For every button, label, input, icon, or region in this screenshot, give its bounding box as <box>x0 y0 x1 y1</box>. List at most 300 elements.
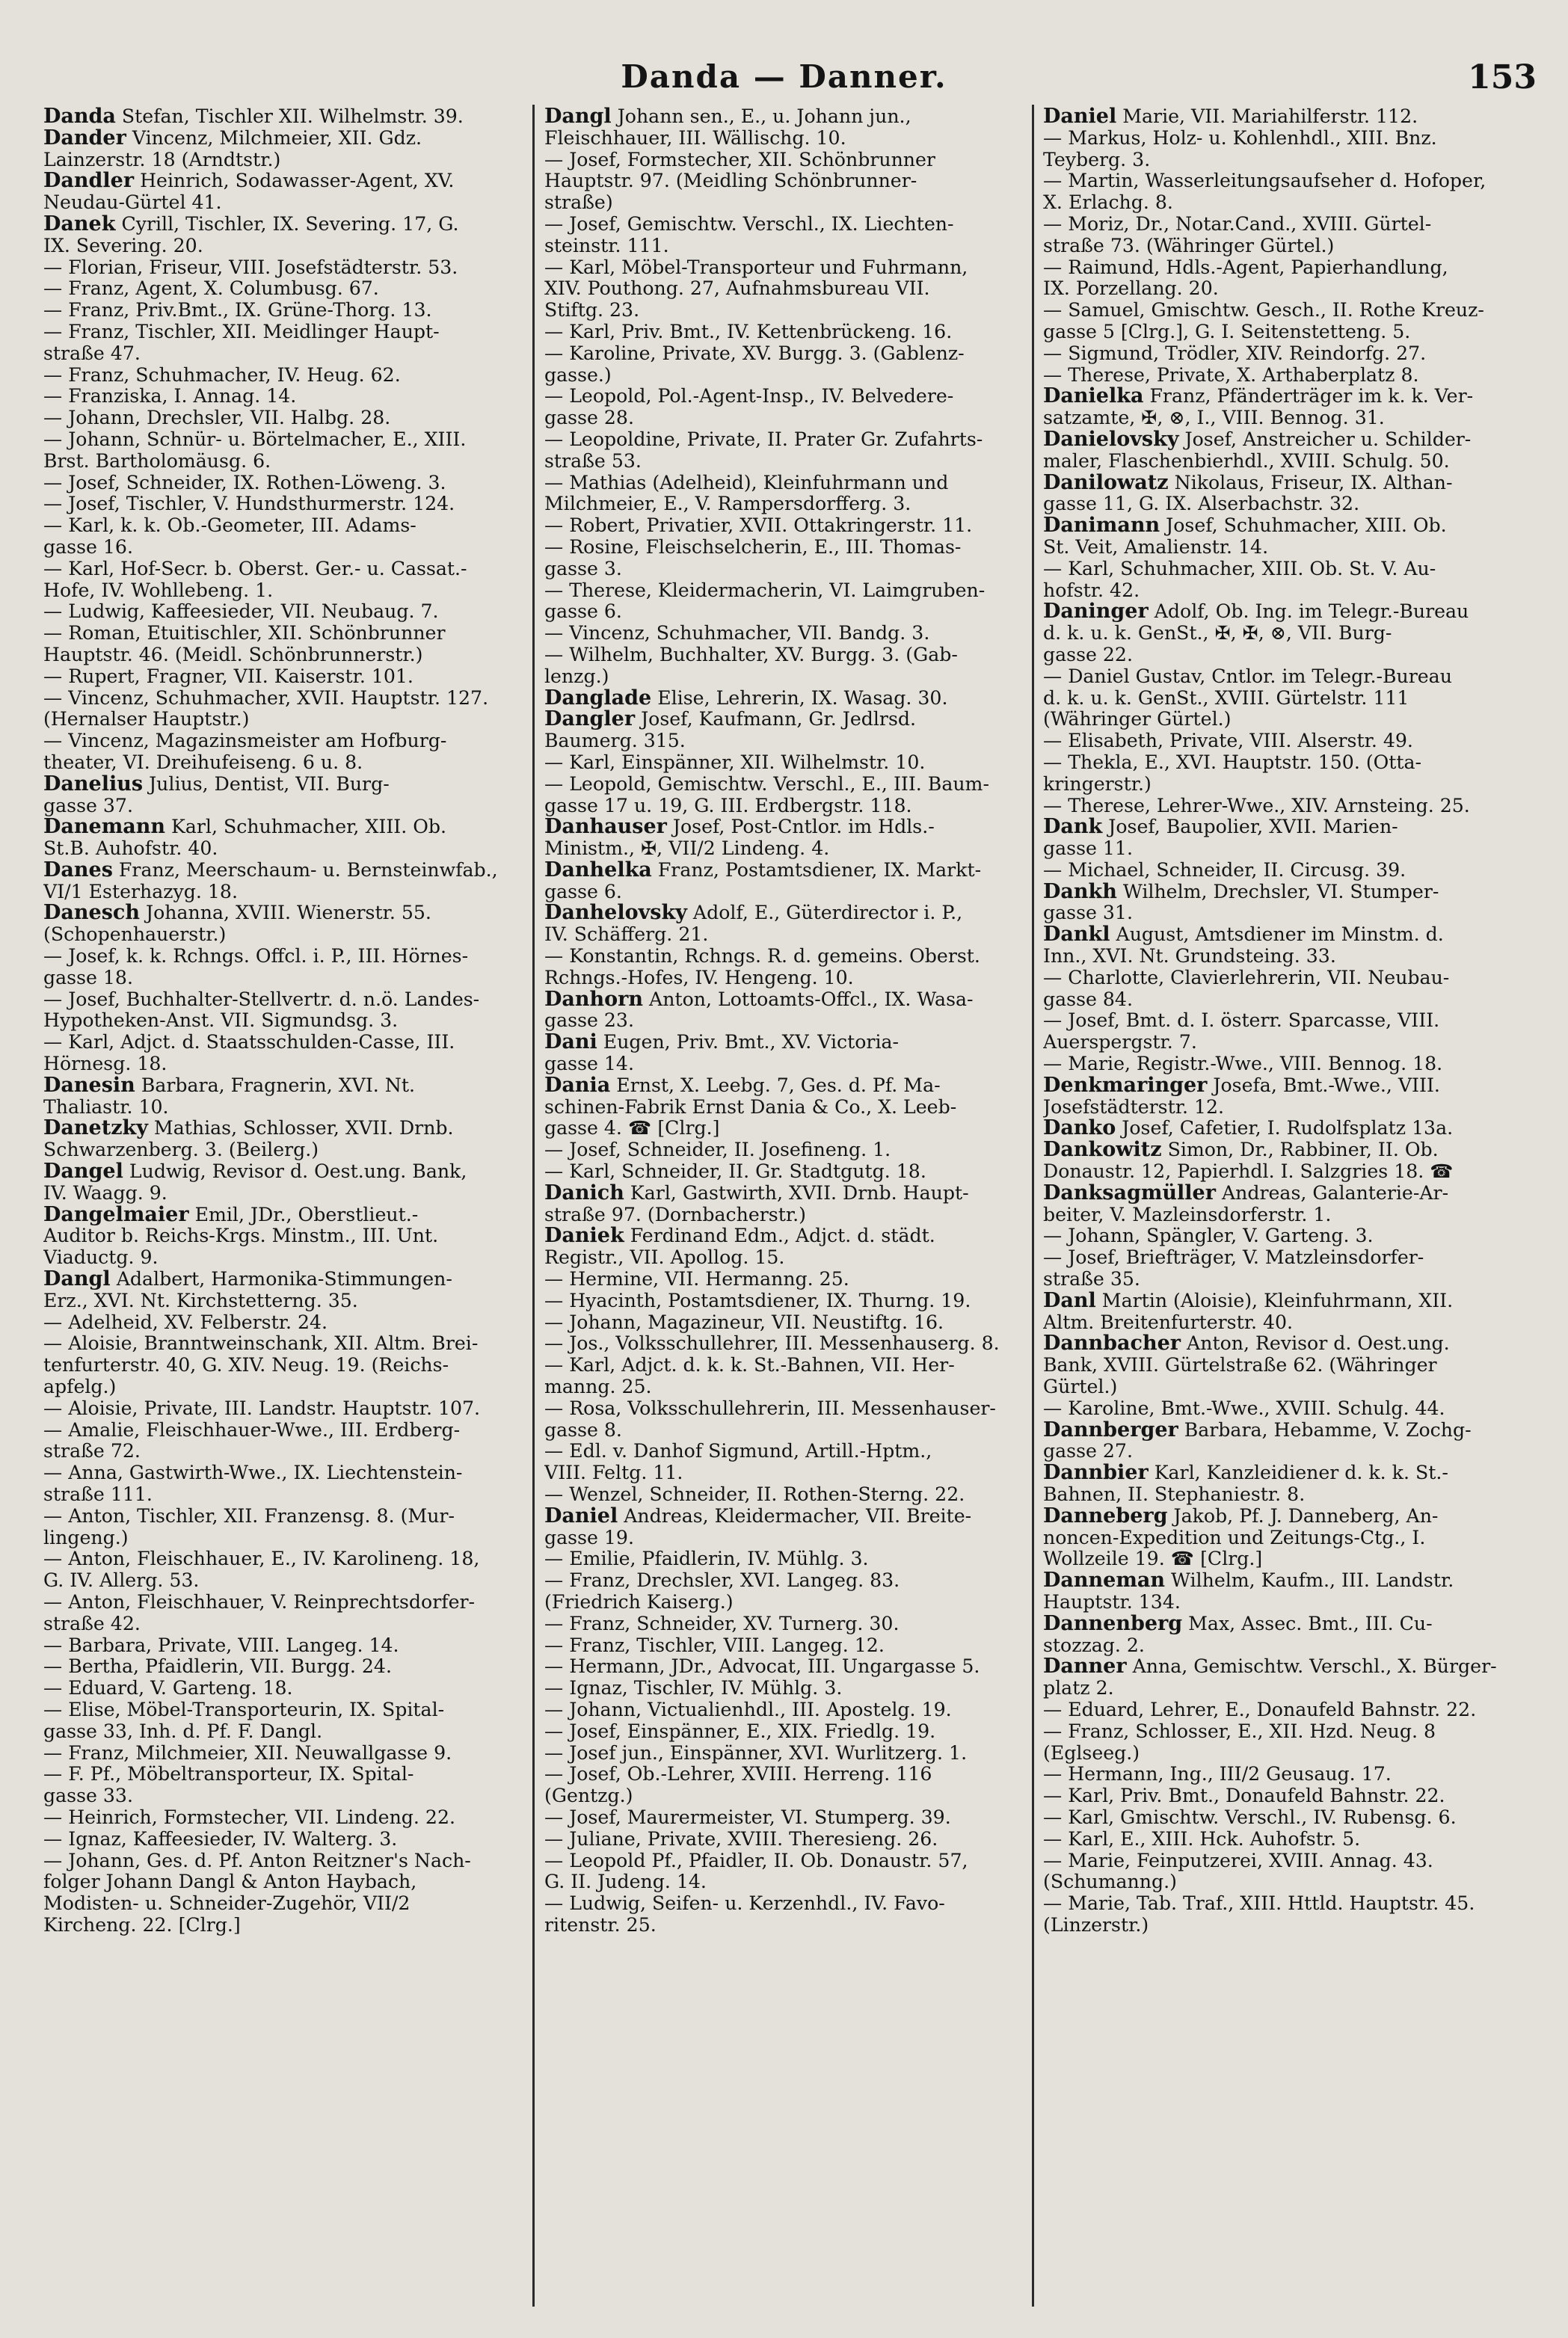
directory-entry <box>43 278 533 300</box>
entry-text: — Johann, Drechsler, VII. Halbg. 28. <box>43 407 391 429</box>
entry-text: — Leopold Pf., Pfaidler, II. Ob. Donaustr. 57, G. II. Judeng. 14. <box>544 1849 968 1893</box>
directory-entry <box>1043 1462 1537 1506</box>
directory-entry <box>43 365 533 387</box>
entry-surname: Dangl <box>544 106 612 128</box>
entry-surname: Danek <box>43 212 116 236</box>
directory-entry <box>1043 1613 1537 1657</box>
entry-text: — Johann, Victualienhdl., III. Apostelg. 19. <box>544 1698 952 1720</box>
entry-surname: Dannberger <box>1043 1418 1178 1442</box>
directory-entry <box>544 1807 1034 1829</box>
entry-text: — Karl, Gmischtw. Verschl., IV. Rubensg. 6. <box>1043 1806 1457 1828</box>
entry-text: — Michael, Schneider, II. Circusg. 39. <box>1043 858 1406 881</box>
directory-entry <box>43 559 533 602</box>
entry-text: Karl, Kanzleidiener d. k. k. St.- Bahnen, II. Stephaniestr. 8. <box>1043 1462 1448 1505</box>
directory-entry <box>1043 879 1537 925</box>
entry-text: Mathias, Schlosser, XVII. Drnb. Schwarzenberg. 3. (Beilerg.) <box>43 1117 454 1161</box>
directory-entry <box>1043 559 1537 602</box>
entry-text: — Josef, Ob.-Lehrer, XVIII. Herreng. 116 (Gentzg.) <box>544 1763 932 1807</box>
directory-entry <box>544 1441 1034 1484</box>
entry-surname: Dangl <box>43 1267 111 1291</box>
directory-entry <box>544 1032 1034 1075</box>
directory-entry <box>544 946 1034 989</box>
entry-text: — Therese, Kleidermacherin, VI. Laimgruben- gasse 6. <box>544 579 986 623</box>
entry-text: Julius, Dentist, VII. Burg- gasse 37. <box>43 772 390 816</box>
directory-entry <box>1043 816 1537 860</box>
entry-text: Eugen, Priv. Bmt., XV. Victoria- gasse 14. <box>544 1031 900 1075</box>
entry-text: — Karl, Schneider, II. Gr. Stadtgutg. 18. <box>544 1160 926 1183</box>
entry-text: Nikolaus, Friseur, IX. Althan- gasse 11, G. IX. Alserbachstr. 32. <box>1043 471 1453 515</box>
directory-entry <box>1043 128 1537 171</box>
entry-text: — Josef, k. k. Rchngs. Offcl. i. P., III. Hörnes- gasse 18. <box>43 945 469 988</box>
entry-text: — Aloisie, Branntweinschank, XII. Altm. Brei- tenfurterstr. 40, G. XIV. Neug. 19. (Reichs- apfelg.) <box>43 1332 479 1398</box>
entry-text: — Karl, Adjct. d. k. k. St.-Bahnen, VII. Her- manng. 25. <box>544 1354 955 1398</box>
directory-entry <box>544 214 1034 257</box>
directory-entry <box>43 1420 533 1463</box>
entry-text: Stefan, Tischler XII. Wilhelmstr. 39. <box>115 106 464 127</box>
entry-text: — Charlotte, Clavierlehrerin, VII. Neubau- gasse 84. <box>1043 966 1450 1010</box>
entry-text: — Aloisie, Private, III. Landstr. Hauptstr. 107. <box>43 1397 481 1419</box>
entry-text: — Hermine, VII. Hermanng. 25. <box>544 1268 849 1290</box>
directory-entry <box>1043 470 1537 516</box>
entry-text: — Anton, Tischler, XII. Franzensg. 8. (Mur- lingeng.) <box>43 1504 455 1548</box>
directory-entry <box>544 1075 1034 1139</box>
directory-entry <box>1043 386 1537 429</box>
directory-entry <box>43 1699 533 1743</box>
directory-entry <box>43 106 533 128</box>
directory-entry <box>1043 1247 1537 1290</box>
entry-text: — Therese, Lehrer-Wwe., XIV. Arnsteing. 25. <box>1043 794 1470 816</box>
entry-surname: Danner <box>1043 1655 1127 1679</box>
directory-entry <box>544 1893 1034 1936</box>
entry-text: — Karoline, Private, XV. Burgg. 3. (Gablenz- gasse.) <box>544 342 965 386</box>
entry-text: — Eduard, V. Garteng. 18. <box>43 1677 293 1699</box>
directory-entry <box>544 645 1034 688</box>
directory-entry <box>544 473 1034 516</box>
entry-text: — Elisabeth, Private, VIII. Alserstr. 49. <box>1043 730 1413 752</box>
entry-text: Franz, Pfänderträger im k. k. Ver- satzamte, ✠, ⊗, I., VIII. Bennog. 31. <box>1043 385 1474 429</box>
entry-surname: Danesch <box>43 901 140 925</box>
entry-text: — Josef, Formstecher, XII. Schönbrunner Hauptstr. 97. (Meidling Schönbrunner- straße) <box>544 148 935 214</box>
directory-entry <box>43 322 533 365</box>
directory-entry <box>1043 1893 1537 1936</box>
entry-text: — Barbara, Private, VIII. Langeg. 14. <box>43 1634 399 1656</box>
directory-entry <box>544 709 1034 752</box>
directory-entry <box>1043 1139 1537 1183</box>
entry-text: — Marie, Feinputzerei, XVIII. Annag. 43. (Schumanng.) <box>1043 1849 1433 1893</box>
entry-text: — Franz, Milchmeier, XII. Neuwallgasse 9. <box>43 1741 452 1764</box>
entry-text: Josef, Post-Cntlor. im Hdls.- Ministm., ✠, VII/2 Lindeng. 4. <box>544 816 935 860</box>
entry-text: Karl, Gastwirth, XVII. Drnb. Haupt- straße 97. (Dornbacherstr.) <box>544 1181 969 1225</box>
directory-entry <box>1043 1764 1537 1785</box>
entry-surname: Danglade <box>544 686 652 710</box>
entry-surname: Dankl <box>1043 923 1110 947</box>
directory-entry <box>1043 170 1537 214</box>
entry-surname: Danilowatz <box>1043 470 1169 494</box>
entry-text: — Josef, Schneider, II. Josefineng. 1. <box>544 1139 891 1161</box>
directory-entry <box>1043 1075 1537 1119</box>
directory-entry <box>1043 257 1537 301</box>
directory-entry <box>43 257 533 279</box>
directory-entry <box>43 688 533 731</box>
entry-text: Ludwig, Revisor d. Oest.ung. Bank, IV. Waagg. 9. <box>43 1160 467 1204</box>
entry-text: — Hermann, JDr., Advocat, III. Ungargasse 5. <box>544 1655 980 1678</box>
entry-text: Johanna, XVIII. Wienerstr. 55. (Schopenhauerstr.) <box>43 902 431 946</box>
directory-entry <box>43 816 533 860</box>
entry-text: — Therese, Private, X. Arthaberplatz 8. <box>1043 363 1419 386</box>
entry-text: — Wenzel, Schneider, II. Rothen-Sterng. 22. <box>544 1483 965 1505</box>
directory-entry <box>1043 1656 1537 1699</box>
entry-surname: Danneberg <box>1043 1504 1168 1528</box>
entry-text: Anton, Revisor d. Oest.ung. Bank, XVIII. Gürtelstraße 62. (Währinger Gürtel.) <box>1043 1332 1450 1398</box>
directory-entry <box>1043 1225 1537 1247</box>
entry-text: August, Amtsdiener im Minstm. d. Inn., XVI. Nt. Grundsteing. 33. <box>1043 923 1444 967</box>
entry-text: Wilhelm, Kaufm., III. Landstr. Hauptstr. 134. <box>1043 1569 1454 1613</box>
directory-entry <box>43 1506 533 1549</box>
entry-surname: Danetzky <box>43 1116 148 1140</box>
entry-text: — Franz, Tischler, VIII. Langeg. 12. <box>544 1634 885 1656</box>
entry-text: — Markus, Holz- u. Kohlenhdl., XIII. Bnz. Teyberg. 3. <box>1043 126 1437 170</box>
entry-surname: Danich <box>544 1181 624 1205</box>
entry-surname: Danl <box>1043 1288 1096 1312</box>
entry-text: Josef, Kaufmann, Gr. Jedlrsd. Baumerg. 315. <box>544 708 917 752</box>
entry-text: — Josef, Bmt. d. I. österr. Sparcasse, VIII. Auerspergstr. 7. <box>1043 1009 1440 1053</box>
directory-entry <box>43 515 533 559</box>
directory-entry <box>43 128 533 171</box>
directory-entry <box>544 1851 1034 1894</box>
entry-text: Ferdinand Edm., Adjct. d. städt. Registr., VII. Apollog. 15. <box>544 1225 935 1269</box>
entry-text: Martin (Aloisie), Kleinfuhrmann, XII. Altm. Breitenfurterstr. 40. <box>1043 1289 1454 1333</box>
directory-entry <box>544 257 1034 322</box>
entry-text: Franz, Meerschaum- u. Bernsteinwfab., VI/1 Esterhazyg. 18. <box>43 858 498 902</box>
directory-entry <box>544 1613 1034 1635</box>
directory-entry <box>544 1312 1034 1334</box>
entry-surname: Danemann <box>43 815 166 839</box>
directory-entry <box>1043 1398 1537 1420</box>
entry-text: Johann sen., E., u. Johann jun., Fleischhauer, III. Wällischg. 10. <box>544 106 911 149</box>
entry-surname: Daninger <box>1043 600 1149 624</box>
entry-text: — Hyacinth, Postamtsdiener, IX. Thurng. 19. <box>544 1289 971 1311</box>
directory-entry <box>43 1462 533 1506</box>
directory-entry <box>1043 343 1537 365</box>
directory-entry <box>43 170 533 214</box>
entry-text: — Karl, Priv. Bmt., Donaufeld Bahnstr. 22. <box>1043 1785 1445 1807</box>
entry-text: — Rosa, Volksschullehrerin, III. Messenhauser- gasse 8. <box>544 1397 996 1441</box>
entry-surname: Dannbier <box>1043 1461 1149 1485</box>
entry-text: Franz, Postamtsdiener, IX. Markt- gasse 6. <box>544 858 982 902</box>
directory-entry <box>1043 106 1537 128</box>
directory-entry <box>544 752 1034 774</box>
entry-text: — Jos., Volksschullehrer, III. Messenhauserg. 8. <box>544 1332 1000 1355</box>
directory-entry <box>1043 924 1537 967</box>
entry-surname: Dannenberg <box>1043 1611 1183 1635</box>
entry-text: — Josef, Buchhalter-Stellvertr. d. n.ö. Landes- Hypotheken-Anst. VII. Sigmundsg. 3. <box>43 988 480 1032</box>
directory-entry <box>544 688 1034 710</box>
column-divider <box>1032 105 1034 2307</box>
entry-text: — Elise, Möbel-Transporteurin, IX. Spital- gasse 33, Inh. d. Pf. F. Dangl. <box>43 1698 445 1742</box>
entry-surname: Dangler <box>544 707 636 731</box>
directory-entry <box>544 774 1034 817</box>
directory-entry <box>43 493 533 515</box>
directory-entry <box>43 1807 533 1829</box>
directory-entry <box>544 1656 1034 1678</box>
entry-text: — Johann, Magazineur, VII. Neustiftg. 16. <box>544 1311 944 1333</box>
entry-surname: Dangelmaier <box>43 1202 189 1226</box>
directory-entry <box>43 666 533 688</box>
entry-text: — Franz, Schneider, XV. Turnerg. 30. <box>544 1612 900 1634</box>
directory-entry <box>43 1592 533 1635</box>
directory-entry <box>43 407 533 429</box>
entry-text: Cyrill, Tischler, IX. Severing. 17, G. IX. Severing. 20. <box>43 212 459 256</box>
directory-entry <box>544 1355 1034 1398</box>
entry-text: Max, Assec. Bmt., III. Cu- stozzag. 2. <box>1043 1612 1433 1656</box>
directory-entry <box>544 1506 1034 1549</box>
entry-text: Simon, Dr., Rabbiner, II. Ob. Donaustr. 12, Papierhdl. I. Salzgries 18. ☎ <box>1043 1139 1454 1183</box>
directory-entry <box>43 902 533 946</box>
entry-text: — Karl, Adjct. d. Staatsschulden-Casse, III. Hörnesg. 18. <box>43 1031 455 1075</box>
entry-text: Jakob, Pf. J. Danneberg, An- noncen-Expedition und Zeitungs-Ctg., I. Wollzeile 19. ☎ [Clrg.] <box>1043 1504 1439 1570</box>
entry-text: — Mathias (Adelheid), Kleinfuhrmann und Milchmeier, E., V. Rampersdorfferg. 3. <box>544 471 949 515</box>
directory-entry <box>544 1333 1034 1355</box>
entry-text: — Leopold, Pol.-Agent-Insp., IV. Belvedere- gasse 28. <box>544 385 954 429</box>
directory-entry <box>1043 1053 1537 1075</box>
entry-text: — Josef, Gemischtw. Verschl., IX. Liechten- steinstr. 111. <box>544 212 954 256</box>
directory-entry <box>1043 730 1537 752</box>
entry-text: — Adelheid, XV. Felberstr. 24. <box>43 1311 328 1333</box>
entry-text: — Amalie, Fleischhauer-Wwe., III. Erdberg- straße 72. <box>43 1418 461 1462</box>
entry-surname: Danhorn <box>544 987 644 1011</box>
entry-text: — Johann, Schnür- u. Börtelmacher, E., XIII. Brst. Bartholomäusg. 6. <box>43 428 467 472</box>
entry-surname: Dania <box>544 1073 611 1097</box>
page-title: Danda — Danner. <box>621 58 947 95</box>
entry-text: — Karl, Hof-Secr. b. Oberst. Ger.- u. Cassat.- Hofe, IV. Wohllebeng. 1. <box>43 557 467 601</box>
directory-entry <box>1043 860 1537 882</box>
entry-surname: Daniel <box>544 1504 618 1528</box>
directory-entry <box>544 1161 1034 1183</box>
column-divider <box>532 105 535 2307</box>
directory-entry <box>43 989 533 1033</box>
directory-entry <box>1043 796 1537 817</box>
page-number: 153 <box>1468 58 1537 96</box>
entry-text: — Josef, Tischler, V. Hundsthurmerstr. 124. <box>43 493 455 515</box>
directory-entry <box>43 1269 533 1312</box>
directory-entry <box>1043 1010 1537 1053</box>
directory-entry <box>1043 601 1537 665</box>
entry-text: — Karl, Priv. Bmt., IV. Kettenbrückeng. 16. <box>544 320 953 342</box>
directory-entry <box>544 1635 1034 1657</box>
directory-entry <box>544 1678 1034 1699</box>
entry-text: — Karl, E., XIII. Hck. Auhofstr. 5. <box>1043 1827 1361 1850</box>
directory-entry <box>544 1699 1034 1721</box>
directory-entry <box>43 1312 533 1334</box>
entry-surname: Danhelka <box>544 858 652 882</box>
directory-entry <box>544 1139 1034 1161</box>
entry-text: — Josef, Briefträger, V. Matzleinsdorfer- straße 35. <box>1043 1246 1424 1290</box>
entry-text: — Johann, Spängler, V. Garteng. 3. <box>1043 1225 1374 1247</box>
entry-text: — Johann, Ges. d. Pf. Anton Reitzner's Nach- folger Johann Dangl & Anton Haybach, Modisten- u. Schneider-Zugehör, VII/2 Kircheng. 22. [Clrg.] <box>43 1849 471 1936</box>
entry-text: — Leopold, Gemischtw. Verschl., E., III. Baum- gasse 17 u. 19, G. III. Erdbergstr. 118. <box>544 772 989 816</box>
entry-text: Josef, Schuhmacher, XIII. Ob. St. Veit, Amalienstr. 14. <box>1043 514 1447 558</box>
entry-text: — Franz, Drechsler, XVI. Langeg. 83. (Friedrich Kaiserg.) <box>544 1569 900 1613</box>
directory-entry <box>43 1398 533 1420</box>
entry-text: Barbara, Fragnerin, XVI. Nt. Thaliastr. 10. <box>43 1074 415 1118</box>
directory-entry <box>43 601 533 623</box>
directory-entry <box>1043 1333 1537 1397</box>
entry-text: — Wilhelm, Buchhalter, XV. Burgg. 3. (Gab- lenzg.) <box>544 643 958 687</box>
entry-surname: Dander <box>43 126 126 150</box>
entry-text: — Eduard, Lehrer, E., Donaufeld Bahnstr. 22. <box>1043 1698 1477 1720</box>
entry-surname: Danko <box>1043 1116 1116 1140</box>
entry-text: — Franz, Schuhmacher, IV. Heug. 62. <box>43 363 401 386</box>
directory-entry <box>43 1678 533 1699</box>
directory-entry <box>43 1656 533 1678</box>
entry-text: — Rupert, Fragner, VII. Kaiserstr. 101. <box>43 665 413 687</box>
directory-entry <box>1043 429 1537 473</box>
directory-entry <box>1043 1420 1537 1463</box>
directory-entry <box>43 1202 533 1269</box>
directory-entry <box>544 106 1034 150</box>
directory-entry <box>1043 967 1537 1011</box>
entry-surname: Dank <box>1043 815 1103 839</box>
directory-entry <box>1043 515 1537 559</box>
entry-text: — F. Pf., Möbeltransporteur, IX. Spital- gasse 33. <box>43 1763 414 1807</box>
entry-text: — Anton, Fleischhauer, V. Reinprechtsdorfer- straße 42. <box>43 1590 476 1634</box>
entry-surname: Danhelovsky <box>544 901 687 925</box>
directory-entry <box>544 537 1034 580</box>
directory-entry <box>544 1570 1034 1613</box>
entry-text: — Daniel Gustav, Cntlor. im Telegr.-Bureau d. k. u. k. GenSt., XVIII. Gürtelstr. 111 (Währinger Gürtel.) <box>1043 665 1452 730</box>
entry-surname: Danes <box>43 858 113 882</box>
directory-entry <box>43 1333 533 1397</box>
entry-surname: Dankh <box>1043 879 1117 903</box>
entry-text: Josef, Anstreicher u. Schilder- maler, Flaschenbierhdl., XVIII. Schulg. 50. <box>1043 428 1472 472</box>
directory-entry <box>544 1484 1034 1506</box>
entry-text: — Franziska, I. Annag. 14. <box>43 385 297 407</box>
directory-entry <box>43 1032 533 1075</box>
directory-entry <box>43 1118 533 1161</box>
directory-entry <box>544 1743 1034 1765</box>
column-3 <box>1043 106 1537 2319</box>
directory-entry <box>43 1764 533 1807</box>
entry-text: — Samuel, Gmischtw. Gesch., II. Rothe Kreuz- gasse 5 [Clrg.], G. I. Seitenstetteng. 5. <box>1043 299 1484 342</box>
directory-entry <box>544 1269 1034 1290</box>
entry-text: — Franz, Priv.Bmt., IX. Grüne-Thorg. 13. <box>43 299 432 322</box>
directory-entry <box>544 343 1034 387</box>
entry-text: Emil, JDr., Oberstlieut.- Auditor b. Reichs-Krgs. Minstm., III. Unt. Viaductg. 9. <box>43 1203 439 1269</box>
entry-text: — Vincenz, Schuhmacher, VII. Bandg. 3. <box>544 622 930 645</box>
entry-text: — Raimund, Hdls.-Agent, Papierhandlung, IX. Porzellang. 20. <box>1043 256 1448 300</box>
entry-surname: Dani <box>544 1030 597 1054</box>
entry-text: — Josef, Einspänner, E., XIX. Friedlg. 19. <box>544 1720 936 1742</box>
directory-entry <box>544 1183 1034 1226</box>
directory-entry <box>544 860 1034 903</box>
directory-entry <box>43 946 533 989</box>
directory-entry <box>1043 752 1537 796</box>
entry-text: Wilhelm, Drechsler, VI. Stumper- gasse 31. <box>1043 880 1439 924</box>
running-head <box>0 58 1568 103</box>
directory-entry <box>43 774 533 817</box>
entry-text: — Karoline, Bmt.-Wwe., XVIII. Schulg. 44. <box>1043 1397 1445 1419</box>
entry-text: Andreas, Galanterie-Ar- beiter, V. Mazleinsdorferstr. 1. <box>1043 1181 1449 1225</box>
directory-entry <box>544 623 1034 645</box>
directory-entry <box>544 150 1034 214</box>
directory-entry <box>1043 1785 1537 1807</box>
entry-text: — Josef, Schneider, IX. Rothen-Löweng. 3. <box>43 471 446 493</box>
directory-entry <box>43 1851 533 1936</box>
entry-surname: Dandler <box>43 169 135 193</box>
directory-entry <box>544 1764 1034 1807</box>
directory-entry <box>43 429 533 473</box>
entry-text: Andreas, Kleidermacher, VII. Breite- gasse 19. <box>544 1504 972 1548</box>
entry-text: — Roman, Etuitischler, XII. Schönbrunner Hauptstr. 46. (Meidl. Schönbrunnerstr.) <box>43 622 446 665</box>
entry-text: Ernst, X. Leebg. 7, Ges. d. Pf. Ma- schinen-Fabrik Ernst Dania & Co., X. Leeb- gasse 4. ☎ [Clrg.] <box>544 1074 957 1139</box>
entry-text: — Hermann, Ing., III/2 Geusaug. 17. <box>1043 1763 1392 1785</box>
directory-entry <box>544 816 1034 860</box>
directory-entry <box>1043 666 1537 730</box>
directory-entry <box>43 860 533 903</box>
entry-text: — Josef jun., Einspänner, XVI. Wurlitzerg. 1. <box>544 1741 968 1764</box>
directory-entry <box>1043 1807 1537 1829</box>
entry-surname: Danneman <box>1043 1569 1166 1593</box>
entry-text: Josef, Baupolier, XVII. Marien- gasse 11. <box>1043 816 1398 860</box>
entry-text: Josefa, Bmt.-Wwe., VIII. Josefstädterstr. 12. <box>1043 1074 1440 1118</box>
entry-text: Adolf, E., Güterdirector i. P., IV. Schäfferg. 21. <box>544 902 963 946</box>
entry-surname: Daniek <box>544 1224 624 1248</box>
entry-text: — Franz, Agent, X. Columbusg. 67. <box>43 277 379 300</box>
directory-entry <box>544 902 1034 946</box>
entry-text: — Vincenz, Magazinsmeister am Hofburg- theater, VI. Dreihufeiseng. 6 u. 8. <box>43 730 447 773</box>
entry-text: — Franz, Schlosser, E., XII. Hzd. Neug. 8 (Eglseeg.) <box>1043 1720 1436 1764</box>
entry-text: Josef, Cafetier, I. Rudolfsplatz 13a. <box>1116 1117 1454 1139</box>
entry-text: — Ignaz, Kaffeesieder, IV. Walterg. 3. <box>43 1827 398 1850</box>
entry-surname: Danksagmüller <box>1043 1181 1216 1205</box>
directory-entry <box>544 1829 1034 1851</box>
directory-entry <box>43 623 533 666</box>
entry-text: — Ludwig, Kaffeesieder, VII. Neubaug. 7. <box>43 600 439 623</box>
directory-entry <box>43 214 533 257</box>
directory-entry <box>1043 1506 1537 1570</box>
directory-entry <box>1043 1829 1537 1851</box>
directory-entry <box>1043 1118 1537 1139</box>
entry-text: — Marie, Tab. Traf., XIII. Httld. Hauptstr. 45. (Linzerstr.) <box>1043 1892 1475 1936</box>
entry-text: — Moriz, Dr., Notar.Cand., XVIII. Gürtel- straße 73. (Währinger Gürtel.) <box>1043 212 1432 256</box>
entry-text: Karl, Schuhmacher, XIII. Ob. St.B. Auhofstr. 40. <box>43 816 447 860</box>
entry-text: — Marie, Registr.-Wwe., VIII. Bennog. 18. <box>1043 1053 1443 1075</box>
entry-text: — Vincenz, Schuhmacher, XVII. Hauptstr. 127. (Hernalser Hauptstr.) <box>43 686 489 730</box>
directory-entry <box>43 1743 533 1765</box>
entry-text: — Thekla, E., XVI. Hauptstr. 150. (Otta- kringerstr.) <box>1043 751 1422 795</box>
directory-entry <box>544 1548 1034 1570</box>
column-2 <box>544 106 1034 2319</box>
directory-entry <box>43 1548 533 1592</box>
entry-surname: Danielovsky <box>1043 427 1179 451</box>
directory-entry <box>544 1721 1034 1743</box>
entry-text: — Rosine, Fleischselcherin, E., III. Thomas- gasse 3. <box>544 535 962 579</box>
entry-surname: Danimann <box>1043 514 1160 538</box>
entry-surname: Danesin <box>43 1073 135 1097</box>
entry-text: — Heinrich, Formstecher, VII. Lindeng. 22. <box>43 1806 455 1828</box>
entry-text: — Leopoldine, Private, II. Prater Gr. Zufahrts- straße 53. <box>544 428 983 472</box>
entry-text: Adolf, Ob. Ing. im Telegr.-Bureau d. k. u. k. GenSt., ✠, ✠, ⊗, VII. Burg- gasse 22. <box>1043 600 1469 665</box>
directory-entry <box>43 386 533 407</box>
entry-text: — Bertha, Pfaidlerin, VII. Burgg. 24. <box>43 1655 392 1678</box>
entry-text: Marie, VII. Mariahilferstr. 112. <box>1116 106 1418 127</box>
entry-text: Anna, Gemischtw. Verschl., X. Bürger- platz 2. <box>1043 1655 1497 1699</box>
entry-surname: Danelius <box>43 772 144 796</box>
entry-text: Vincenz, Milchmeier, XII. Gdz. Lainzerstr. 18 (Arndtstr.) <box>43 126 422 170</box>
entry-text: Heinrich, Sodawasser-Agent, XV. Neudau-Gürtel 41. <box>43 170 455 214</box>
directory-entry <box>544 386 1034 429</box>
directory-entry <box>544 580 1034 624</box>
